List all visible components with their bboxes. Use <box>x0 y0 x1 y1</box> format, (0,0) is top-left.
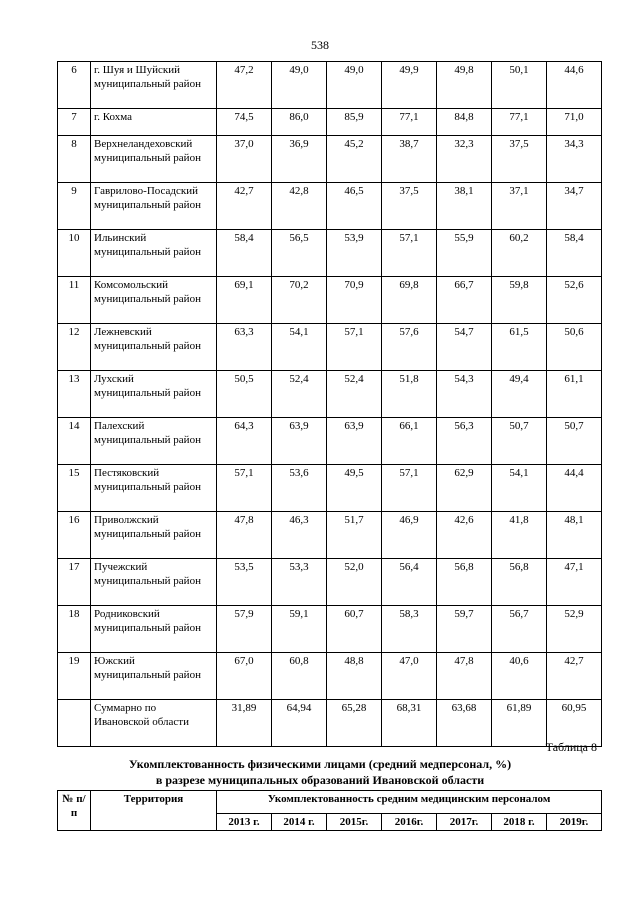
row-value: 57,9 <box>217 606 272 653</box>
row-territory: г. Кохма <box>91 109 217 136</box>
header-year: 2018 г. <box>492 814 547 831</box>
header-year: 2014 г. <box>272 814 327 831</box>
row-number: 7 <box>58 109 91 136</box>
row-number: 17 <box>58 559 91 606</box>
row-value: 61,89 <box>492 700 547 747</box>
header-year: 2015г. <box>327 814 382 831</box>
row-value: 54,3 <box>437 371 492 418</box>
row-value: 42,8 <box>272 183 327 230</box>
row-territory: Комсомольский муниципальный район <box>91 277 217 324</box>
row-territory: г. Шуя и Шуйский муниципальный район <box>91 62 217 109</box>
header-territory: Территория <box>91 791 217 831</box>
row-value: 37,0 <box>217 136 272 183</box>
row-value: 46,9 <box>382 512 437 559</box>
table-row <box>58 465 602 512</box>
table-row <box>58 109 602 136</box>
row-value: 37,5 <box>382 183 437 230</box>
row-value: 42,7 <box>547 653 602 700</box>
row-value: 57,6 <box>382 324 437 371</box>
row-value: 57,1 <box>217 465 272 512</box>
row-value: 50,1 <box>492 62 547 109</box>
row-value: 51,7 <box>327 512 382 559</box>
row-territory: Пучежский муниципальный район <box>91 559 217 606</box>
row-value: 38,7 <box>382 136 437 183</box>
row-territory: Палехский муниципальный район <box>91 418 217 465</box>
row-value: 74,5 <box>217 109 272 136</box>
row-value: 47,8 <box>437 653 492 700</box>
table-row <box>58 653 602 700</box>
row-territory: Ильинский муниципальный район <box>91 230 217 277</box>
row-territory: Лежневский муниципальный район <box>91 324 217 371</box>
row-value: 54,1 <box>272 324 327 371</box>
row-number <box>58 700 91 747</box>
row-number: 16 <box>58 512 91 559</box>
header-staffing-group: Укомплектованность средним медицинским персоналом <box>217 791 602 814</box>
row-value: 49,8 <box>437 62 492 109</box>
row-value: 62,9 <box>437 465 492 512</box>
row-value: 61,5 <box>492 324 547 371</box>
row-value: 37,5 <box>492 136 547 183</box>
row-number: 8 <box>58 136 91 183</box>
row-value: 59,7 <box>437 606 492 653</box>
row-value: 50,5 <box>217 371 272 418</box>
row-value: 63,68 <box>437 700 492 747</box>
row-value: 46,5 <box>327 183 382 230</box>
table-row <box>58 606 602 653</box>
row-value: 56,3 <box>437 418 492 465</box>
row-territory: Приволжский муниципальный район <box>91 512 217 559</box>
row-value: 52,0 <box>327 559 382 606</box>
row-value: 64,94 <box>272 700 327 747</box>
row-value: 50,7 <box>547 418 602 465</box>
row-value: 48,1 <box>547 512 602 559</box>
row-value: 52,9 <box>547 606 602 653</box>
row-value: 52,6 <box>547 277 602 324</box>
row-value: 51,8 <box>382 371 437 418</box>
table-row <box>58 559 602 606</box>
table-row <box>58 230 602 277</box>
header-year: 2017г. <box>437 814 492 831</box>
row-value: 66,7 <box>437 277 492 324</box>
row-value: 58,3 <box>382 606 437 653</box>
row-value: 47,8 <box>217 512 272 559</box>
table-row <box>58 700 602 747</box>
row-value: 67,0 <box>217 653 272 700</box>
row-value: 68,31 <box>382 700 437 747</box>
row-number: 10 <box>58 230 91 277</box>
row-value: 57,1 <box>382 465 437 512</box>
header-num: № п/п <box>58 791 91 831</box>
row-value: 42,6 <box>437 512 492 559</box>
row-value: 54,7 <box>437 324 492 371</box>
table-row <box>58 62 602 109</box>
row-territory: Суммарно по Ивановской области <box>91 700 217 747</box>
row-value: 58,4 <box>217 230 272 277</box>
row-value: 85,9 <box>327 109 382 136</box>
page-number: 538 <box>311 38 329 52</box>
row-value: 70,9 <box>327 277 382 324</box>
row-value: 56,5 <box>272 230 327 277</box>
row-value: 53,5 <box>217 559 272 606</box>
row-value: 50,7 <box>492 418 547 465</box>
row-value: 84,8 <box>437 109 492 136</box>
row-value: 53,6 <box>272 465 327 512</box>
row-territory: Родниковский муниципальный район <box>91 606 217 653</box>
row-value: 38,1 <box>437 183 492 230</box>
row-value: 50,6 <box>547 324 602 371</box>
table-8-header <box>57 790 602 831</box>
row-value: 57,1 <box>327 324 382 371</box>
row-value: 77,1 <box>382 109 437 136</box>
row-number: 12 <box>58 324 91 371</box>
row-value: 49,4 <box>492 371 547 418</box>
row-value: 46,3 <box>272 512 327 559</box>
row-value: 41,8 <box>492 512 547 559</box>
header-year: 2019г. <box>547 814 602 831</box>
table-row <box>58 418 602 465</box>
row-value: 71,0 <box>547 109 602 136</box>
row-value: 44,4 <box>547 465 602 512</box>
row-value: 34,3 <box>547 136 602 183</box>
row-number: 14 <box>58 418 91 465</box>
row-value: 53,3 <box>272 559 327 606</box>
row-value: 52,4 <box>327 371 382 418</box>
row-value: 47,1 <box>547 559 602 606</box>
row-value: 49,0 <box>327 62 382 109</box>
row-value: 55,9 <box>437 230 492 277</box>
staffing-table-continued <box>57 61 602 747</box>
row-number: 19 <box>58 653 91 700</box>
row-value: 57,1 <box>382 230 437 277</box>
row-value: 34,7 <box>547 183 602 230</box>
table-row <box>58 324 602 371</box>
row-number: 18 <box>58 606 91 653</box>
row-value: 40,6 <box>492 653 547 700</box>
row-number: 9 <box>58 183 91 230</box>
row-value: 52,4 <box>272 371 327 418</box>
row-value: 53,9 <box>327 230 382 277</box>
row-value: 63,9 <box>327 418 382 465</box>
row-territory: Южский муниципальный район <box>91 653 217 700</box>
row-number: 13 <box>58 371 91 418</box>
row-value: 64,3 <box>217 418 272 465</box>
table-row <box>58 277 602 324</box>
row-value: 61,1 <box>547 371 602 418</box>
row-value: 60,7 <box>327 606 382 653</box>
row-value: 70,2 <box>272 277 327 324</box>
row-value: 59,8 <box>492 277 547 324</box>
row-number: 6 <box>58 62 91 109</box>
row-value: 66,1 <box>382 418 437 465</box>
row-territory: Пестяковский муниципальный район <box>91 465 217 512</box>
row-value: 42,7 <box>217 183 272 230</box>
row-value: 60,95 <box>547 700 602 747</box>
row-value: 86,0 <box>272 109 327 136</box>
table-8-title-line2: в разрезе муниципальных образований Ивановской области <box>155 773 485 787</box>
row-value: 49,9 <box>382 62 437 109</box>
table-8-label: Таблица 8 <box>545 740 597 754</box>
row-value: 49,5 <box>327 465 382 512</box>
row-value: 69,8 <box>382 277 437 324</box>
row-value: 63,3 <box>217 324 272 371</box>
row-value: 31,89 <box>217 700 272 747</box>
table-8-title <box>0 756 640 788</box>
table-row <box>58 371 602 418</box>
row-value: 47,2 <box>217 62 272 109</box>
row-value: 56,8 <box>437 559 492 606</box>
row-value: 54,1 <box>492 465 547 512</box>
row-value: 69,1 <box>217 277 272 324</box>
row-value: 56,4 <box>382 559 437 606</box>
row-value: 44,6 <box>547 62 602 109</box>
table-row <box>58 136 602 183</box>
row-territory: Гаврилово-Посадский муниципальный район <box>91 183 217 230</box>
row-value: 37,1 <box>492 183 547 230</box>
row-value: 59,1 <box>272 606 327 653</box>
row-value: 56,7 <box>492 606 547 653</box>
row-value: 32,3 <box>437 136 492 183</box>
table-row <box>58 183 602 230</box>
header-year: 2013 г. <box>217 814 272 831</box>
row-territory: Верхнеландеховский муниципальный район <box>91 136 217 183</box>
row-value: 36,9 <box>272 136 327 183</box>
row-number: 11 <box>58 277 91 324</box>
row-value: 65,28 <box>327 700 382 747</box>
row-value: 49,0 <box>272 62 327 109</box>
row-number: 15 <box>58 465 91 512</box>
row-value: 48,8 <box>327 653 382 700</box>
table-row <box>58 512 602 559</box>
row-value: 45,2 <box>327 136 382 183</box>
header-year: 2016г. <box>382 814 437 831</box>
row-value: 63,9 <box>272 418 327 465</box>
row-value: 47,0 <box>382 653 437 700</box>
row-value: 60,8 <box>272 653 327 700</box>
row-territory: Лухский муниципальный район <box>91 371 217 418</box>
row-value: 77,1 <box>492 109 547 136</box>
table-8-title-line1: Укомплектованность физическими лицами (средний медперсонал, %) <box>128 757 512 771</box>
row-value: 58,4 <box>547 230 602 277</box>
row-value: 56,8 <box>492 559 547 606</box>
row-value: 60,2 <box>492 230 547 277</box>
